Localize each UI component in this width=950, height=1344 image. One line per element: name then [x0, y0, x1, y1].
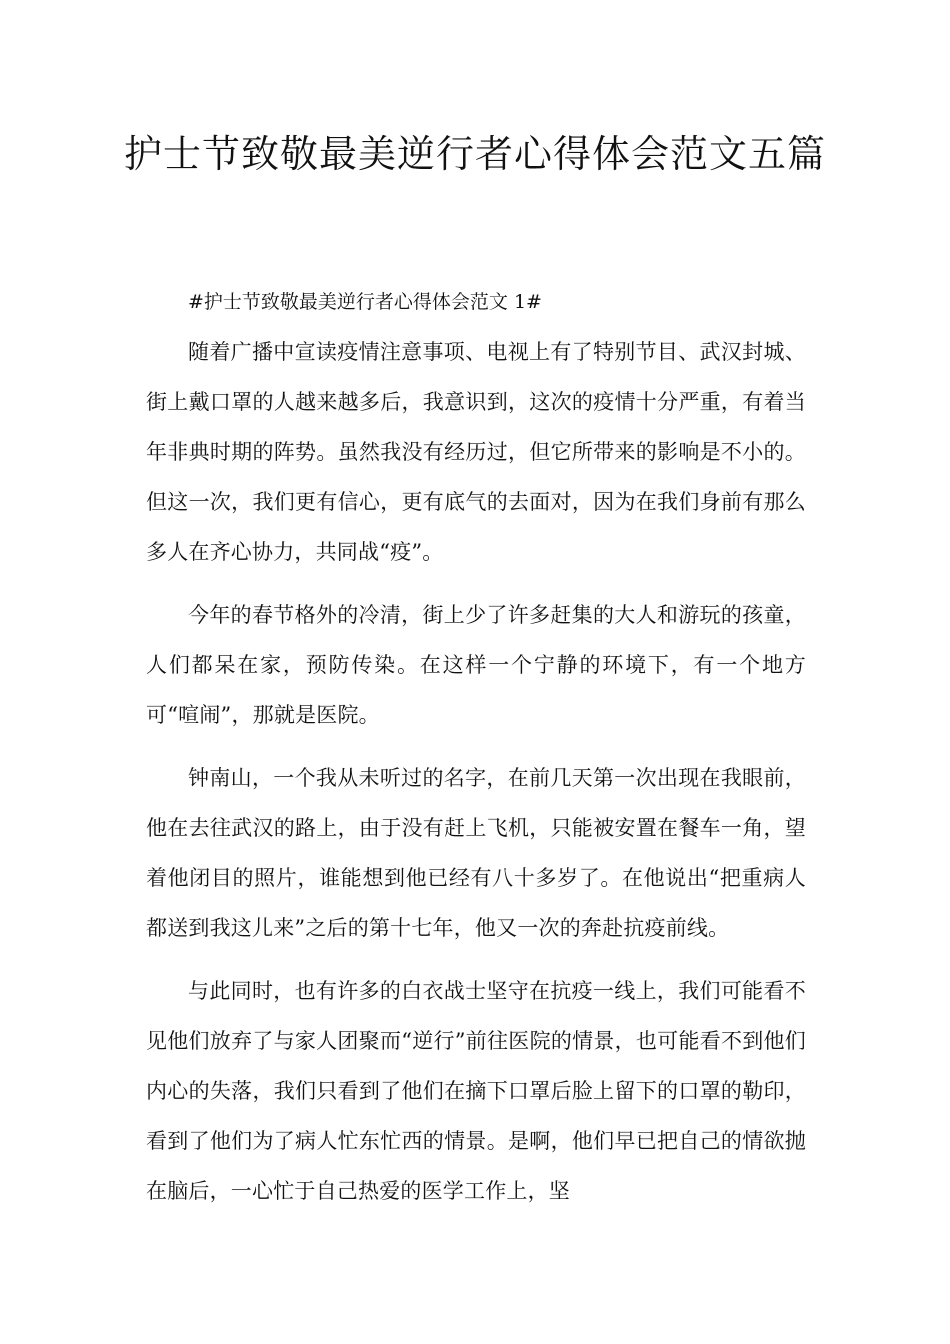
paragraph-2: 今年的春节格外的冷清，街上少了许多赶集的大人和游玩的孩童，人们都呆在家，预防传染。在这样一个宁静的环境下，有一个地方可“喧闹”，那就是医院。 — [146, 603, 806, 727]
paragraph-3: 钟南山，一个我从未听过的名字，在前几天第一次出现在我眼前，他在去往武汉的路上，由于没有赶上飞机，只能被安置在餐车一角，望着他闭目的照片，谁能想到他已经有八十多岁了。在他说出“把重病人都送到我这儿来”之后的第十七年，他又一次的奔赴抗疫前线。 — [146, 766, 806, 940]
paragraph-1: 随着广播中宣读疫情注意事项、电视上有了特别节目、武汉封城、街上戴口罩的人越来越多后，我意识到，这次的疫情十分严重，有着当年非典时期的阵势。虽然我没有经历过，但它所带来的影响是不小的。但这一次，我们更有信心，更有底气的去面对，因为在我们身前有那么多人在齐心协力，共同战“疫”。 — [146, 340, 806, 564]
document-body — [146, 290, 806, 1216]
section-heading: #护士节致敬最美逆行者心得体会范文 1# — [188, 291, 542, 313]
document-title: 护士节致敬最美逆行者心得体会范文五篇 — [123, 132, 826, 176]
paragraph-4: 与此同时，也有许多的白衣战士坚守在抗疫一线上，我们可能看不见他们放弃了与家人团聚而“逆行”前往医院的情景，也可能看不到他们内心的失落，我们只看到了他们在摘下口罩后脸上留下的口罩的勒印，看到了他们为了病人忙东忙西的情景。是啊，他们早已把自己的情欲抛在脑后，一心忙于自己热爱的医学工作上，坚 — [146, 979, 806, 1203]
